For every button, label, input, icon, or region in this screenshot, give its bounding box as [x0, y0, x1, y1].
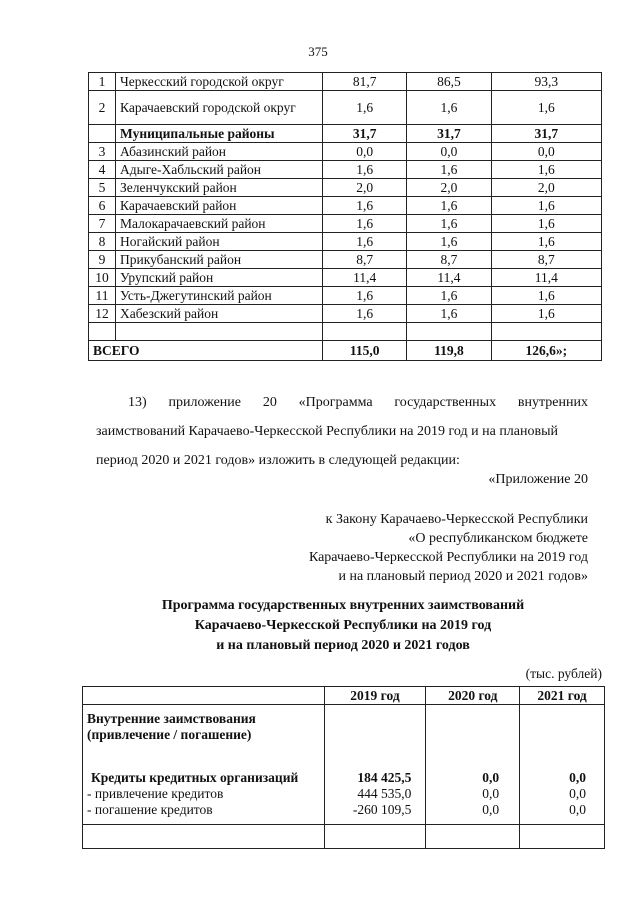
value-cell: 11,4 — [491, 269, 601, 287]
value-cell: -260 109,5 — [352, 802, 412, 817]
appendix-line-2: «О республиканском бюджете — [408, 531, 588, 546]
table-row — [89, 161, 602, 179]
section-title: Внутренние заимствования (привлечение / погашение) — [87, 711, 256, 742]
value-cell: 0,0 — [569, 786, 586, 801]
value-cell: 1,6 — [407, 233, 491, 251]
value-cell: 1,6 — [491, 91, 601, 125]
row-name-cell: Адыге-Хабльский район — [116, 161, 323, 179]
value-cell: 0,0 — [482, 786, 500, 801]
row-name-cell: Карачаевский городской округ — [116, 91, 323, 125]
total-label: ВСЕГО — [89, 341, 323, 361]
table-row — [89, 143, 602, 161]
value-cell: 1,6 — [491, 287, 601, 305]
header-2019: 2019 год — [324, 687, 426, 705]
table-row — [89, 233, 602, 251]
row-name-cell: Малокарачаевский район — [116, 215, 323, 233]
value-cell: 1,6 — [407, 91, 491, 125]
value-cell: 0,0 — [323, 143, 407, 161]
value-cell: 0,0 — [482, 770, 500, 785]
table-row — [83, 705, 605, 825]
row-number-cell: 4 — [89, 161, 116, 179]
row-name-cell: Хабезский район — [116, 305, 323, 323]
value-cell: 1,6 — [407, 305, 491, 323]
value-cell: 8,7 — [491, 251, 601, 269]
row-number-cell: 5 — [89, 179, 116, 197]
value-cell: 1,6 — [407, 197, 491, 215]
value-cell: 1,6 — [491, 215, 601, 233]
row-number-cell: 10 — [89, 269, 116, 287]
total-row — [89, 341, 602, 361]
row-number-cell: 6 — [89, 197, 116, 215]
table-row — [89, 269, 602, 287]
appendix-label: «Приложение 20 — [488, 472, 588, 487]
amendment-paragraph — [96, 388, 588, 475]
table-row — [89, 215, 602, 233]
total-value: 119,8 — [407, 341, 491, 361]
value-cell: 31,7 — [323, 125, 407, 143]
value-cell: 2,0 — [491, 179, 601, 197]
title-line-3: и на плановый период 2020 и 2021 годов — [216, 638, 470, 653]
row-name-cell: Муниципальные районы — [116, 125, 323, 143]
row-label: - погашение кредитов — [87, 802, 213, 817]
value-cell: 11,4 — [407, 269, 491, 287]
paragraph-line-2: заимствований Карачаево-Черкесской Республики на 2019 год и на плановый — [96, 424, 559, 439]
paragraph-line-3: период 2020 и 2021 годов» изложить в следующей редакции: — [96, 453, 460, 468]
table-row — [89, 179, 602, 197]
row-number-cell: 8 — [89, 233, 116, 251]
paragraph-line-1: 13) приложение 20 «Программа государственных внутренних — [128, 395, 588, 410]
col-2019 — [324, 705, 426, 825]
row-name-cell: Усть-Джегутинский район — [116, 287, 323, 305]
value-cell: 1,6 — [323, 197, 407, 215]
table-row — [89, 125, 602, 143]
value-cell: 1,6 — [491, 305, 601, 323]
value-cell: 1,6 — [323, 91, 407, 125]
value-cell: 184 425,5 — [357, 770, 412, 785]
municipal-table — [88, 72, 602, 361]
appendix-heading — [309, 510, 588, 586]
value-cell: 1,6 — [323, 215, 407, 233]
total-value: 126,6»; — [491, 341, 601, 361]
row-number-cell: 12 — [89, 305, 116, 323]
table-row — [89, 287, 602, 305]
row-number-cell: 1 — [89, 73, 116, 91]
header-blank — [83, 687, 325, 705]
row-name-cell: Черкесский городской округ — [116, 73, 323, 91]
value-cell: 86,5 — [407, 73, 491, 91]
empty-row — [89, 323, 602, 341]
value-cell: 0,0 — [569, 770, 586, 785]
title-line-1: Программа государственных внутренних заимствований — [161, 598, 525, 613]
borrowing-table — [82, 686, 605, 849]
value-cell: 81,7 — [323, 73, 407, 91]
value-cell: 1,6 — [323, 161, 407, 179]
page-number: 375 — [308, 44, 328, 59]
row-number-cell: 2 — [89, 91, 116, 125]
row-number-cell: 3 — [89, 143, 116, 161]
value-cell: 8,7 — [323, 251, 407, 269]
row-name-cell: Урупский район — [116, 269, 323, 287]
table-row — [89, 251, 602, 269]
row-labels — [83, 705, 325, 825]
row-name-cell: Абазинский район — [116, 143, 323, 161]
title-line-2: Карачаево-Черкесской Республики на 2019 год — [194, 618, 492, 633]
value-cell: 0,0 — [407, 143, 491, 161]
table-row — [89, 305, 602, 323]
units-label: (тыс. рублей) — [525, 666, 602, 681]
document-title — [80, 596, 606, 656]
col-2021 — [520, 705, 605, 825]
row-name-cell: Ногайский район — [116, 233, 323, 251]
value-cell: 0,0 — [482, 802, 500, 817]
value-cell: 93,3 — [491, 73, 601, 91]
row-number-cell: 9 — [89, 251, 116, 269]
col-2020 — [426, 705, 520, 825]
row-label: Кредиты кредитных организаций — [91, 770, 299, 785]
value-cell: 2,0 — [407, 179, 491, 197]
value-cell: 11,4 — [323, 269, 407, 287]
value-cell: 1,6 — [407, 287, 491, 305]
appendix-line-1: к Закону Карачаево-Черкесской Республики — [325, 512, 588, 527]
table-row — [89, 73, 602, 91]
value-cell: 0,0 — [569, 802, 586, 817]
value-cell: 31,7 — [491, 125, 601, 143]
row-name-cell: Прикубанский район — [116, 251, 323, 269]
header-2021: 2021 год — [520, 687, 605, 705]
table-row — [89, 91, 602, 125]
value-cell: 1,6 — [407, 161, 491, 179]
value-cell: 2,0 — [323, 179, 407, 197]
value-cell: 1,6 — [323, 233, 407, 251]
row-name-cell: Зеленчукский район — [116, 179, 323, 197]
value-cell: 0,0 — [491, 143, 601, 161]
header-2020: 2020 год — [426, 687, 520, 705]
value-cell: 1,6 — [491, 161, 601, 179]
value-cell: 31,7 — [407, 125, 491, 143]
row-label: - привлечение кредитов — [87, 786, 224, 801]
value-cell: 1,6 — [323, 305, 407, 323]
appendix-line-4: и на плановый период 2020 и 2021 годов» — [338, 569, 588, 584]
value-cell: 1,6 — [491, 197, 601, 215]
value-cell: 1,6 — [323, 287, 407, 305]
row-name-cell: Карачаевский район — [116, 197, 323, 215]
appendix-line-3: Карачаево-Черкесской Республики на 2019 год — [308, 550, 588, 565]
empty-row — [83, 825, 605, 849]
value-cell: 1,6 — [407, 215, 491, 233]
value-cell: 444 535,0 — [357, 786, 412, 801]
row-number-cell: 11 — [89, 287, 116, 305]
row-number-cell — [89, 125, 116, 143]
row-number-cell: 7 — [89, 215, 116, 233]
table-header-row — [83, 687, 605, 705]
value-cell: 8,7 — [407, 251, 491, 269]
total-value: 115,0 — [323, 341, 407, 361]
table-row — [89, 197, 602, 215]
value-cell: 1,6 — [491, 233, 601, 251]
